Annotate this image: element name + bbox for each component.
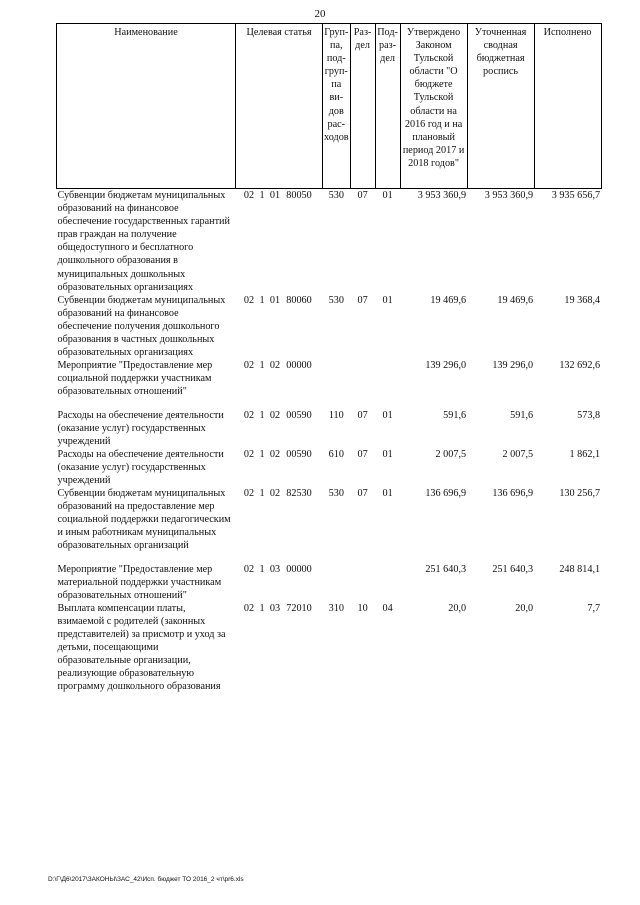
target-article-part: 01 — [269, 294, 281, 306]
row-executed: 130 256,7 — [559, 488, 601, 500]
row-expense-group: 310 — [328, 602, 344, 614]
row-section — [350, 359, 375, 398]
header-name: Наименование — [57, 24, 236, 189]
target-article-part: 82530 — [286, 488, 312, 500]
row-section: 07 — [357, 190, 368, 201]
row-approved: 20,0 — [448, 602, 467, 614]
row-approved: 251 640,3 — [425, 563, 467, 575]
row-expense-group: 530 — [328, 190, 344, 201]
row-expense-group — [323, 563, 351, 602]
target-article-part: 02 — [269, 448, 281, 460]
row-section: 07 — [357, 409, 368, 421]
target-article-part: 02 — [243, 360, 255, 372]
table-row — [57, 409, 602, 448]
page-number: 20 — [314, 8, 326, 20]
target-article-part: 1 — [259, 294, 265, 306]
row-executed: 573,8 — [577, 409, 601, 421]
row-target-article — [236, 409, 323, 448]
row-section: 07 — [357, 488, 368, 500]
row-refined: 251 640,3 — [492, 563, 534, 575]
header-refined: Уточненная сводная бюджетная роспись — [467, 24, 534, 189]
header-section: Раз-дел — [350, 24, 375, 189]
target-article-part: 1 — [259, 602, 265, 614]
row-expense-group: 530 — [328, 294, 344, 306]
table-row — [57, 189, 602, 294]
target-article-part: 80060 — [286, 294, 312, 306]
budget-table — [56, 23, 602, 693]
header-target-article: Целевая статья — [236, 24, 323, 189]
row-approved: 2 007,5 — [435, 448, 467, 460]
target-article-part: 02 — [243, 602, 255, 614]
row-name: Субвенции бюджетам муниципальных образований на финансовое обеспечение получения дошкольного образования в частных дошкольных образовательных организациях — [57, 294, 226, 359]
row-subsection: 01 — [382, 409, 393, 421]
target-article-part: 1 — [259, 563, 265, 575]
row-refined: 139 296,0 — [492, 360, 534, 372]
row-executed: 19 368,4 — [564, 294, 601, 306]
target-article-part: 02 — [243, 409, 255, 421]
row-executed: 132 692,6 — [559, 360, 601, 372]
row-expense-group: 530 — [328, 488, 344, 500]
row-refined: 20,0 — [515, 602, 534, 614]
row-section: 10 — [357, 602, 368, 614]
row-name: Расходы на обеспечение деятельности (оказание услуг) государственных учреждений — [57, 409, 224, 447]
row-name: Выплата компенсации платы, взимаемой с родителей (законных представителей) за присмотр и уход за детьми, посещающими образовательные организации, реализующие образовательную программу дошкольного образования — [57, 602, 226, 693]
target-article-part: 1 — [259, 190, 265, 201]
table-row — [57, 448, 602, 487]
row-target-article — [236, 294, 323, 359]
row-refined: 19 469,6 — [497, 294, 534, 306]
row-approved: 3 953 360,9 — [417, 190, 467, 201]
target-article-part: 1 — [259, 488, 265, 500]
footer-file-path: D:\Г\Д6\2017\ЗАКОНЫ\ЗАС_42\Исп. бюджет ТО 2016_2 чт\pr6.xls — [48, 876, 244, 883]
table-header-row — [57, 24, 602, 189]
row-target-article — [236, 563, 323, 602]
row-target-article — [236, 602, 323, 694]
header-expense-group: Груп-па, под-груп-па ви-дов рас-ходов — [323, 24, 351, 189]
row-name: Мероприятие "Предоставление мер материальной поддержки участникам образовательных отношений" — [57, 563, 222, 601]
row-executed: 3 935 656,7 — [551, 190, 601, 201]
row-section — [350, 563, 375, 602]
table-row — [57, 602, 602, 694]
target-article-part: 00000 — [286, 360, 312, 372]
target-article-part: 02 — [243, 294, 255, 306]
header-subsection: Под-раз-дел — [375, 24, 400, 189]
row-target-article — [236, 487, 323, 552]
row-subsection: 01 — [382, 448, 393, 460]
target-article-part: 01 — [269, 190, 281, 201]
target-article-part: 02 — [243, 190, 255, 201]
target-article-part: 02 — [243, 563, 255, 575]
row-name: Субвенции бюджетам муниципальных образований на предоставление мер социальной поддержки педагогическим и иным работникам муниципальных образовательных организаций — [57, 488, 231, 552]
target-article-part: 02 — [269, 360, 281, 372]
row-subsection: 01 — [382, 488, 393, 500]
header-executed: Исполнено — [534, 24, 601, 189]
table-row — [57, 487, 602, 552]
target-article-part: 00590 — [286, 448, 312, 460]
row-section: 07 — [357, 448, 368, 460]
target-article-part: 02 — [243, 488, 255, 500]
row-spacer — [57, 399, 602, 409]
target-article-part: 00000 — [286, 563, 312, 575]
row-refined: 2 007,5 — [502, 448, 534, 460]
target-article-part: 80050 — [286, 190, 312, 201]
target-article-part: 1 — [259, 448, 265, 460]
target-article-part: 03 — [269, 563, 281, 575]
row-subsection — [375, 359, 400, 398]
row-target-article — [236, 448, 323, 487]
table-row — [57, 294, 602, 359]
table-row — [57, 563, 602, 602]
row-refined: 3 953 360,9 — [484, 190, 534, 201]
row-executed: 248 814,1 — [559, 563, 601, 575]
row-target-article — [236, 189, 323, 294]
target-article-part: 1 — [259, 360, 265, 372]
row-expense-group: 110 — [328, 409, 344, 421]
row-refined: 136 696,9 — [492, 488, 534, 500]
target-article-part: 02 — [243, 448, 255, 460]
target-article-part: 03 — [269, 602, 281, 614]
row-approved: 591,6 — [443, 409, 467, 421]
spacer-cell — [57, 553, 602, 563]
row-subsection: 01 — [382, 294, 393, 306]
target-article-part: 72010 — [286, 602, 312, 614]
row-name: Мероприятие "Предоставление мер социальной поддержки участникам образовательных отношений" — [57, 360, 213, 398]
row-name: Расходы на обеспечение деятельности (оказание услуг) государственных учреждений — [57, 448, 224, 486]
row-approved: 139 296,0 — [425, 360, 467, 372]
row-expense-group: 610 — [328, 448, 344, 460]
target-article-part: 02 — [269, 488, 281, 500]
row-name: Субвенции бюджетам муниципальных образований на финансовое обеспечение государственных гарантий прав граждан на получение общедоступного и бесплатного дошкольного образования в муниципальных дошкольных образовательных организациях — [57, 190, 230, 293]
row-section: 07 — [357, 294, 368, 306]
row-subsection: 04 — [382, 602, 393, 614]
row-subsection — [375, 563, 400, 602]
row-executed: 1 862,1 — [569, 448, 601, 460]
spacer-cell — [57, 399, 602, 409]
row-subsection: 01 — [382, 190, 393, 201]
row-executed: 7,7 — [587, 602, 601, 614]
row-expense-group — [323, 359, 351, 398]
table-row — [57, 359, 602, 398]
target-article-part: 1 — [259, 409, 265, 421]
target-article-part: 02 — [269, 409, 281, 421]
header-approved: Утверждено Законом Тульской области "О бюджете Тульской области на 2016 год и на плановый период 2017 и 2018 годов" — [400, 24, 467, 189]
row-approved: 136 696,9 — [425, 488, 467, 500]
target-article-part: 00590 — [286, 409, 312, 421]
row-target-article — [236, 359, 323, 398]
row-spacer — [57, 553, 602, 563]
row-approved: 19 469,6 — [430, 294, 467, 306]
row-refined: 591,6 — [510, 409, 534, 421]
